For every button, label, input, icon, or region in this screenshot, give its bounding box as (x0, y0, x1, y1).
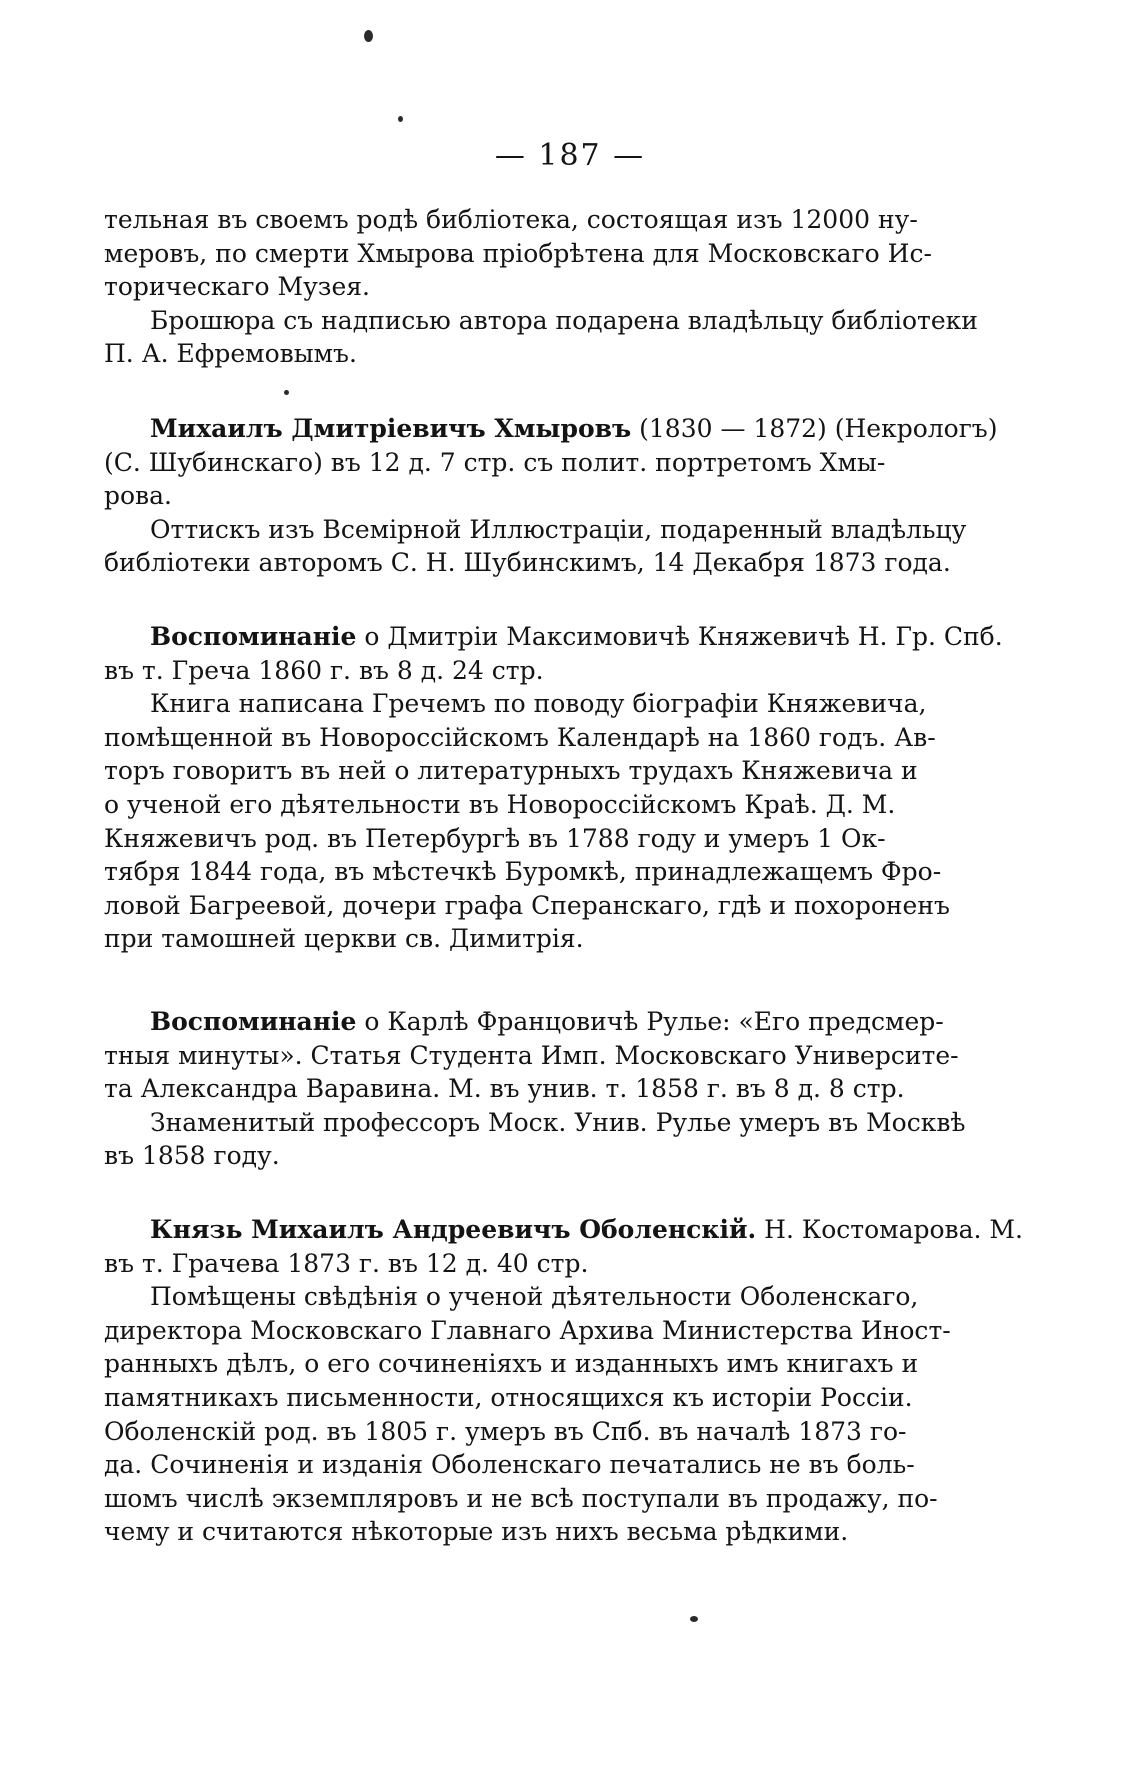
entry-text-line: та Александра Варавина. М. въ унив. т. 1858 г. въ 8 д. 8 стр. (104, 1074, 905, 1104)
entry-note-line: о ученой его дѣятельности въ Новороссійскомъ Краѣ. Д. М. (104, 789, 896, 819)
entry-heading-line: Князь Михаилъ Андреевичъ Оболенскій. Н. Костомарова. М. (150, 1215, 1023, 1244)
entry-note-line: ловой Багреевой, дочери графа Сперанскаго, гдѣ и похороненъ (104, 890, 950, 920)
entry-title: Князь Михаилъ Андреевичъ Оболенскій. (150, 1215, 757, 1244)
entry-note-line: директора Московскаго Главнаго Архива Министерства Иност- (104, 1315, 951, 1345)
entry-note-line: ранныхъ дѣлъ, о его сочиненіяхъ и изданныхъ имъ книгахъ и (104, 1349, 919, 1379)
entry-text-line (104, 203, 956, 237)
entry-note-line: чему и считаются нѣкоторые изъ нихъ весьма рѣдкими. (104, 1517, 849, 1547)
scan-speck (690, 1616, 698, 1622)
scan-speck (284, 390, 289, 395)
entry-note-line: шомъ числѣ экземпляровъ и не всѣ поступали въ продажу, по- (104, 1483, 938, 1513)
page-number: — 187 — (494, 138, 646, 173)
entry-note-line: Книга написана Гречемъ по поводу біографіи Княжевича, (150, 689, 927, 719)
text-segment: тельная въ своемъ родѣ библіотека, состоящая изъ 12000 ну- (104, 205, 918, 234)
entry-note-line: тября 1844 года, въ мѣстечкѣ Буромкѣ, принадлежащемъ Фро- (104, 857, 942, 887)
entry-note-line: да. Сочиненія и изданія Оболенскаго печатались не въ боль- (104, 1450, 915, 1480)
entry-note-line: въ 1858 году. (104, 1141, 280, 1171)
entry-text-line: въ т. Греча 1860 г. въ 8 д. 24 стр. (104, 655, 544, 685)
entry-note-line: торъ говоритъ въ ней о литературныхъ трудахъ Княжевича и (104, 756, 918, 786)
scan-speck (364, 30, 373, 42)
entry-note-line: памятникахъ письменности, относящихся къ исторіи Россіи. (104, 1382, 913, 1412)
entry-text-line: (С. Шубинскаго) въ 12 д. 7 стр. съ полит. портретомъ Хмы- (104, 447, 886, 477)
entry-note-line: библіотеки авторомъ С. Н. Шубинскимъ, 14 Декабря 1873 года. (104, 548, 951, 578)
entry-khmyrov (104, 412, 998, 580)
scan-speck (398, 116, 403, 122)
entry-heading-line (104, 412, 998, 446)
entry-note-line: П. А. Ефремовымъ. (104, 339, 357, 369)
entry-note-line: Оболенскій род. въ 1805 г. умеръ въ Спб. въ началѣ 1873 го- (104, 1416, 907, 1446)
entry-text-line: рова. (104, 481, 172, 511)
entry-continuation (104, 203, 978, 371)
entry-note-line: Брошюра съ надписью автора подарена владѣльцу библіотеки (150, 305, 978, 335)
entry-text-line: въ т. Грачева 1873 г. въ 12 д. 40 стр. (104, 1248, 589, 1278)
entry-note-line: Оттискъ изъ Всемірной Иллюстраціи, подаренный владѣльцу (150, 514, 967, 544)
entry-rulye (104, 1005, 966, 1173)
entry-note-line: при тамошней церкви св. Димитрія. (104, 924, 584, 954)
entry-text-line: меровъ, по смерти Хмырова пріобрѣтена для Московскаго Ис- (104, 238, 932, 268)
entry-title: Воспоминаніе (150, 1007, 357, 1036)
entry-text-line: тныя минуты». Статья Студента Имп. Московскаго Университе- (104, 1040, 959, 1070)
entry-note-line: Княжевичъ род. въ Петербургѣ въ 1788 году и умеръ 1 Ок- (104, 823, 886, 853)
entry-heading-text: Михаилъ Дмитріевичъ Хмыровъ (1830 — 1872) (Некрологъ) (150, 414, 998, 443)
entry-heading-line: Воспоминаніе о Дмитріи Максимовичѣ Княжевичѣ Н. Гр. Спб. (150, 622, 1003, 651)
entry-title: Михаилъ Дмитріевичъ Хмыровъ (150, 414, 632, 443)
entry-note-line: помѣщенной въ Новороссійскомъ Календарѣ на 1860 годъ. Ав- (104, 722, 936, 752)
entry-note-line: Знаменитый профессоръ Моск. Унив. Рулье умеръ въ Москвѣ (150, 1107, 966, 1137)
entry-heading-line: Воспоминаніе о Карлѣ Францовичѣ Рулье: «Его предсмер- (150, 1007, 944, 1036)
entry-knyazhevich (104, 620, 1003, 956)
entry-text-line: торическаго Музея. (104, 272, 370, 302)
entry-note-line: Помѣщены свѣдѣнія о ученой дѣятельности Оболенскаго, (150, 1282, 919, 1312)
entry-obolensky (104, 1213, 1023, 1549)
entry-title: Воспоминаніе (150, 622, 357, 651)
